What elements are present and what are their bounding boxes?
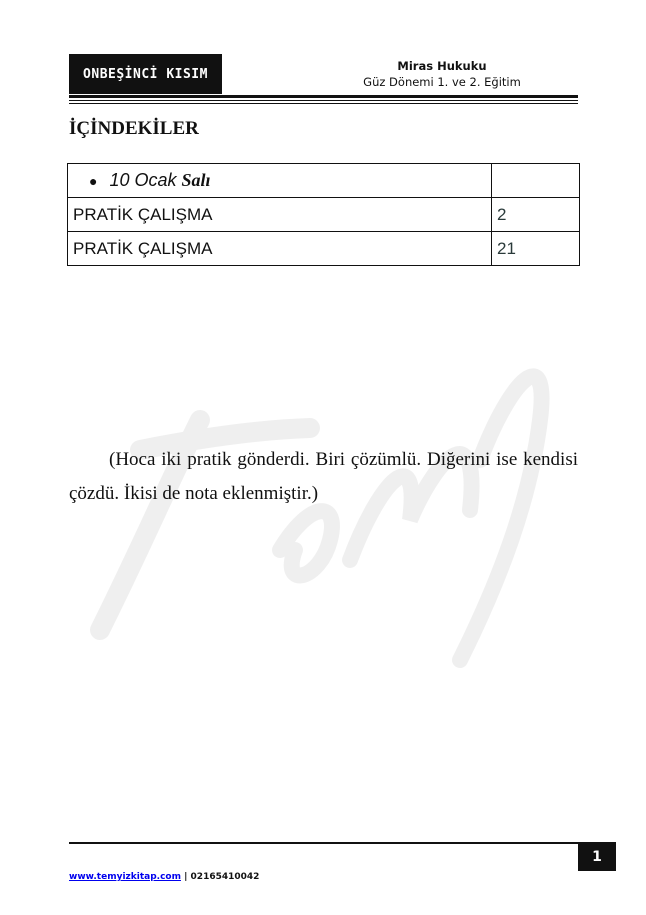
header-rule-thin: [69, 100, 578, 101]
toc-page-cell: [492, 164, 580, 198]
note-paragraph: (Hoca iki pratik gönderdi. Biri çözümlü. Diğerini ise kendisi çözdü. İkisi de nota eklenmiştir.): [69, 449, 578, 504]
toc-entry-page: 2: [492, 198, 580, 232]
phone-number: 02165410042: [190, 872, 260, 882]
page-number: 1: [578, 842, 616, 871]
course-subtitle: Güz Dönemi 1. ve 2. Eğitim: [363, 75, 521, 89]
toc-entry-label[interactable]: PRATİK ÇALIŞMA: [68, 232, 492, 266]
toc-date-cell: [68, 164, 492, 198]
toc-entry-label[interactable]: PRATİK ÇALIŞMA: [68, 198, 492, 232]
footer-separator: |: [184, 872, 188, 882]
toc-entry-page: 21: [492, 232, 580, 266]
toc-day: Salı: [181, 170, 211, 190]
toc-row[interactable]: [68, 198, 580, 232]
toc-row-heading: [68, 164, 580, 198]
footer-contact: [69, 872, 259, 882]
course-title: Miras Hukuku: [397, 59, 487, 73]
toc-table: [67, 163, 580, 266]
footer-rule: [69, 842, 578, 844]
section-tag: ONBEŞİNCİ KISIM: [69, 54, 222, 94]
toc-title: İÇİNDEKİLER: [69, 118, 199, 139]
toc-row[interactable]: [68, 232, 580, 266]
header-rule-thin: [69, 103, 578, 104]
toc-date: 10 Ocak: [109, 170, 177, 190]
header-rule: [69, 95, 578, 98]
bullet-icon: ●: [89, 173, 98, 189]
course-info: [300, 58, 584, 90]
website-link[interactable]: www.temyizkitap.com: [69, 872, 181, 882]
